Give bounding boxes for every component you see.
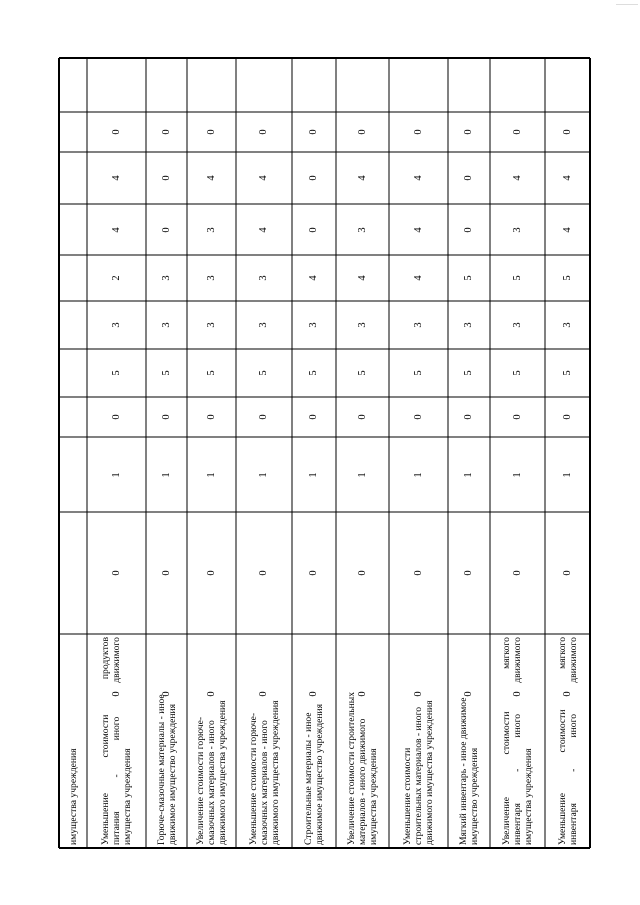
value-cell: 0 [160,175,172,181]
value-cell: 3 [561,322,573,328]
row-label-line [557,637,568,845]
value-cell: 3 [511,226,523,233]
value-cell: 0 [561,691,573,697]
row-label [68,637,79,845]
value-cell: 4 [412,275,424,281]
value-cell: 0 [110,691,122,697]
value-cell: 3 [160,275,172,281]
value-cell: 5 [110,370,122,376]
value-cell: 5 [258,370,269,376]
value-cell: 0 [258,129,269,135]
value-cell: 3 [205,226,217,233]
value-cell: 0 [463,175,474,181]
value-cell: 4 [258,175,269,181]
value-cell: 0 [561,129,573,135]
value-cell: 0 [412,414,424,420]
row-label-line: Уменьшение стоимости [402,747,413,845]
value-cell: 5 [160,370,172,376]
value-cell: 0 [412,570,424,576]
value-cell: 0 [511,414,523,420]
value-cell: 0 [308,129,319,135]
row-label-line: Уменьшение стоимости горюче- [248,712,259,845]
value-cell: 1 [356,471,368,478]
row-label-word: Уменьшение [557,793,568,845]
value-cell: 0 [205,691,217,697]
value-cell: 0 [356,691,368,697]
value-cell: 0 [511,691,523,697]
value-cell: 4 [110,175,122,181]
value-cell: 0 [356,414,368,420]
row-label-word: стоимости [100,714,111,758]
value-cell: 1 [205,471,217,478]
row-label [402,637,435,845]
row-label-word: Уменьшение [100,793,111,845]
row-label-line: Увеличение стоимости строительных [346,691,357,845]
value-cell: 0 [308,175,319,181]
row-label-line: смазочных материалов - иного [259,720,270,845]
value-cell: 3 [205,275,217,281]
value-cell: 0 [258,414,269,420]
value-cell: 4 [412,226,424,233]
row-label-line: имущества учреждения [68,748,79,845]
row-label-word: движимого [568,637,579,683]
value-cell: 0 [308,414,319,420]
value-cell: 2 [110,275,122,281]
value-cell: 3 [356,322,368,328]
value-cell: 0 [463,414,474,420]
value-cell: 0 [160,414,172,420]
value-cell: 3 [463,322,474,328]
row-label-line: материалов - иного движимого [357,718,368,845]
value-cell: 5 [308,370,319,376]
value-cell: 0 [205,129,217,135]
row-label-word: движимого [111,637,122,683]
value-cell: 4 [110,226,122,233]
value-cell: 0 [308,570,319,576]
row-label-word: продуктов [100,637,111,680]
value-cell: 0 [463,691,474,697]
row-label-line: движимого имущества учреждения [217,700,228,845]
value-cell: 0 [463,129,474,135]
row-label-word: питания [111,811,122,845]
row-label-line: имущества учреждения [122,748,133,845]
scan-mark [616,4,638,5]
row-label [303,637,325,845]
row-label [501,637,534,845]
value-cell: 0 [258,691,269,697]
value-cell: 5 [511,370,523,376]
value-cell: 0 [110,129,122,135]
row-label-line: смазочных материалов - иного [206,720,217,845]
value-cell: 4 [561,175,573,181]
value-cell: 1 [160,471,172,478]
value-cell: 5 [205,370,217,376]
value-cell: 5 [463,275,474,281]
value-cell: 0 [511,129,523,135]
row-label-word: стоимости [557,709,568,753]
value-cell: 1 [258,471,269,478]
row-label-line: Горюче-смазочные материалы - иное [156,694,167,845]
value-cell: 3 [308,322,319,328]
row-label [100,637,133,845]
value-cell: 4 [412,175,424,181]
value-cell: 1 [463,471,474,478]
value-cell: 0 [308,691,319,697]
value-cell: 5 [561,370,573,376]
value-cell: 0 [258,570,269,576]
row-label-word: инвентаря [568,803,579,845]
value-cell: 0 [110,414,122,420]
row-label [557,637,579,845]
value-cell: 0 [463,226,474,233]
row-label-word: - [512,768,523,772]
value-cell: 5 [561,275,573,281]
value-cell: 4 [205,175,217,181]
value-cell: 5 [356,370,368,376]
value-cell: 3 [258,275,269,281]
row-label-line: имущество учреждения [469,747,480,845]
value-cell: 5 [463,370,474,376]
value-cell: 5 [511,275,523,281]
value-cell: 3 [160,322,172,328]
value-cell: 3 [511,322,523,328]
row-label-word: движимого [512,637,523,683]
value-cell: 0 [463,570,474,576]
value-cell: 0 [160,226,172,233]
row-label-line: Мягкий инвентарь - иное движимое [458,697,469,845]
value-cell: 5 [412,370,424,376]
value-cell: 3 [205,322,217,328]
value-cell: 0 [561,414,573,420]
value-cell: 0 [308,226,319,233]
value-cell: 3 [258,322,269,328]
row-label-word: мягкого [557,637,568,669]
row-label-line: имущества учреждения [523,748,534,845]
row-label-word: мягкого [501,637,512,669]
row-label [248,637,281,845]
value-cell: 4 [356,175,368,181]
row-label-line: движимого имущества учреждения [270,700,281,845]
value-cell: 1 [511,471,523,478]
row-label-line: Увеличение стоимости горюче- [195,716,206,845]
row-label [156,637,178,845]
row-label-word: стоимости [501,711,512,755]
row-label [346,637,379,845]
value-cell: 0 [561,570,573,576]
value-cell: 3 [356,226,368,233]
row-label-line [111,637,122,845]
row-label-line: имущества учреждения [368,748,379,845]
row-label [458,637,480,845]
value-cell: 4 [308,275,319,281]
value-cell: 0 [205,414,217,420]
value-cell: 0 [356,129,368,135]
row-label-word: иного [512,713,523,738]
row-label-word: инвентаря [512,803,523,845]
row-label-word: иного [568,713,579,738]
row-label-line: движимое имущество учреждения [314,703,325,845]
value-cell: 0 [511,570,523,576]
value-cell: 0 [110,570,122,576]
row-label-line: движимое имущество учреждения [167,703,178,845]
value-cell: 0 [412,129,424,135]
row-label-word: - [568,768,579,772]
value-cell: 1 [561,471,573,478]
value-cell: 1 [308,471,319,478]
value-cell: 0 [160,129,172,135]
row-label-line [501,637,512,845]
row-label-line [100,637,111,845]
value-cell: 3 [110,322,122,328]
value-cell: 3 [412,322,424,328]
value-cell: 4 [356,275,368,281]
value-cell: 0 [160,570,172,576]
row-label-line [568,637,579,845]
value-cell: 4 [561,226,573,233]
row-label-line: Строительные материалы - иное [303,712,314,845]
value-cell: 0 [205,570,217,576]
value-cell: 1 [110,471,122,478]
row-label-word: иного [111,716,122,741]
value-cell: 4 [258,226,269,233]
row-label-word: - [111,774,122,778]
value-cell: 0 [356,570,368,576]
row-label-line [512,637,523,845]
row-label-line: строительных материалов - иного [413,706,424,845]
row-label-line: движимого имущества учреждения [424,700,435,845]
row-label [195,637,228,845]
row-label-word: Увеличение [501,797,512,845]
value-cell: 4 [511,175,523,181]
value-cell: 0 [160,691,172,697]
value-cell: 1 [412,471,424,478]
value-cell: 0 [412,691,424,697]
